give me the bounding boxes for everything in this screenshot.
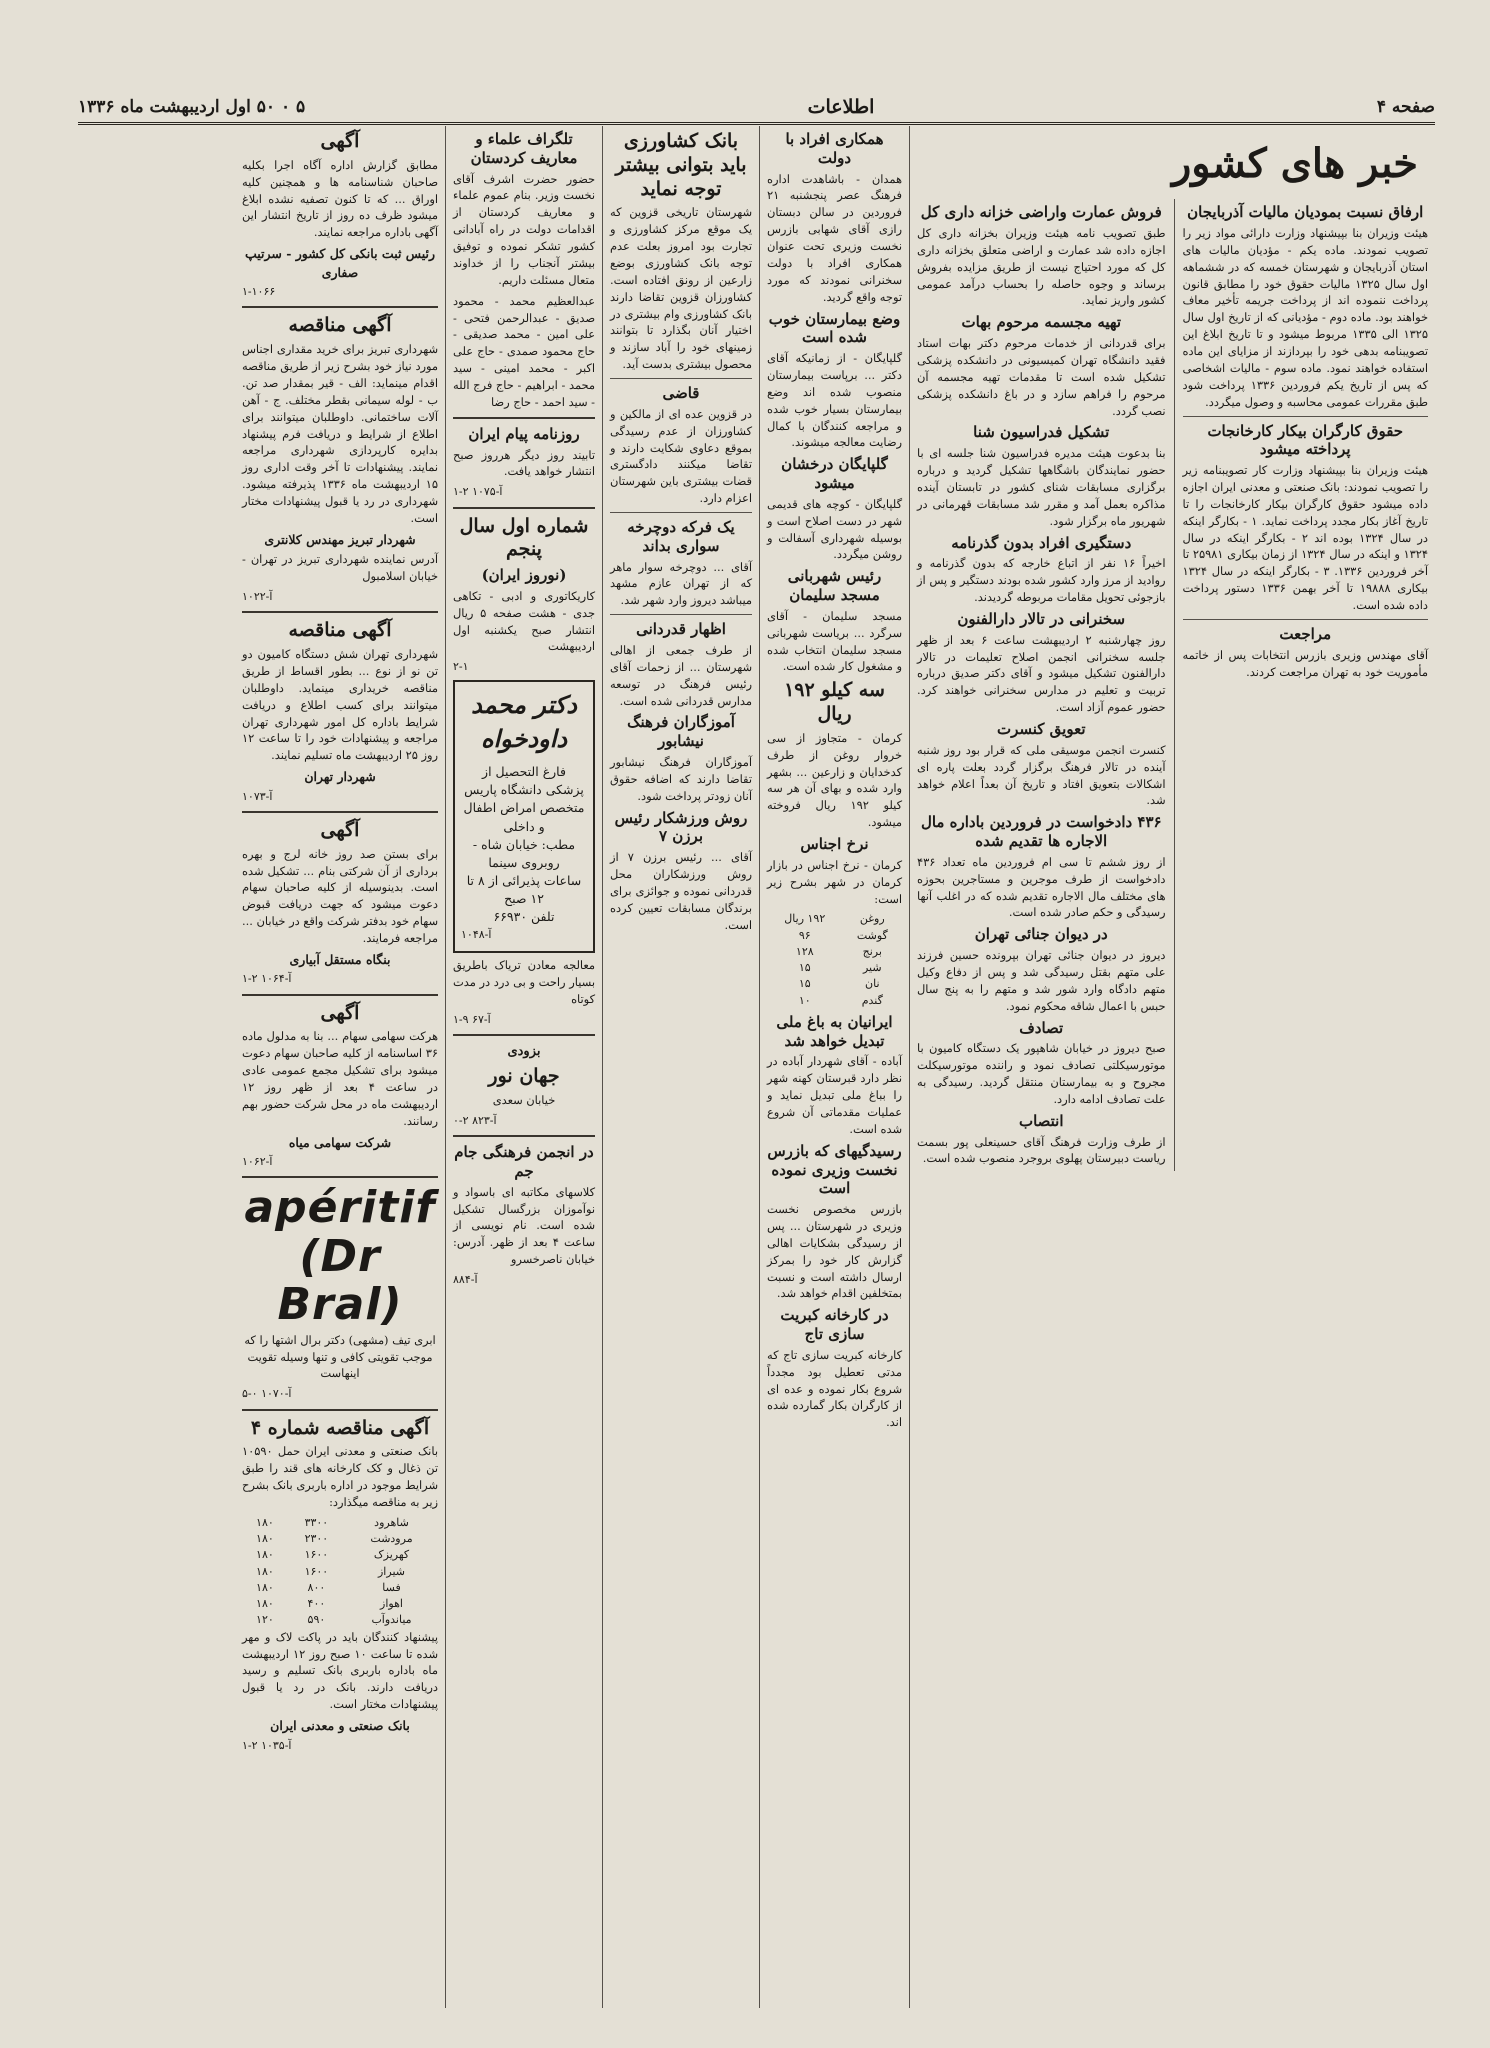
ad-head: آگهی <box>320 130 360 152</box>
ad-ref: آ-۸۸۴ <box>453 1273 478 1287</box>
tender-tons: ۲۳۰۰ <box>304 1532 329 1546</box>
article-head: قاضی <box>662 384 700 402</box>
article-head: ۴۳۶ دادخواست در فروردین باداره مال الاجاره ها تقدیم شده <box>920 813 1162 851</box>
ad-head: آگهی <box>320 818 360 841</box>
article-head: یک فرکه دوچرخه سواری بداند <box>627 518 735 555</box>
tender-row <box>242 1515 438 1531</box>
tender-place: فسا <box>382 1580 401 1594</box>
article-head: رئیس شهربانی مسجد سلیمان <box>787 567 882 604</box>
divider <box>453 1034 595 1036</box>
ad-ref: آ-۸۲۳ ۲-۰ <box>453 1113 497 1127</box>
price-row <box>767 944 902 960</box>
doctor-line: ساعات پذیرائی از ۸ تا ۱۲ صبح <box>466 872 582 906</box>
price-item-name: گندم <box>861 993 883 1007</box>
article-body: در قزوین عده ای از مالکین و کشاورزان از عدم رسیدگی بموقع دعاوی شکایت دارند و تقاضا میکنند دادگستری قضات بیشتری باین شهرستان اعزام دارد. <box>610 406 752 506</box>
article-body: حضور حضرت اشرف آقای نخست وزیر. بنام عموم علماء و معاریف کردستان از اقدامات دولت در راه آبادانی کشور تشکر نموده و توفیق بیشتر آنجناب را از خداوند متعال مسئلت داریم. <box>453 171 595 287</box>
divider <box>242 611 438 613</box>
doctor-line: فارغ التحصیل از پزشکی دانشگاه پاریس <box>464 764 584 798</box>
price-row <box>767 928 902 944</box>
news-inner-split <box>917 199 1428 1171</box>
divider <box>242 1409 438 1411</box>
article-body: کنسرت انجمن موسیقی ملی که قرار بود روز شنبه آینده در تالار فرهنگ برگزار گردد بعلت پاره ای اشکالات بتعویق افتاد و تاریخ آن بعداً اعلام خواهد شد. <box>917 742 1166 808</box>
ad-ref: ۲-۱ <box>453 660 469 674</box>
ad-body: خیابان سعدی <box>492 1093 556 1108</box>
section-title: خبر های کشور <box>1171 140 1418 187</box>
ad-head: بزودی <box>507 1044 541 1060</box>
divider <box>610 512 752 513</box>
tender-row <box>242 1612 438 1628</box>
news-subcolumn-left <box>917 199 1174 1171</box>
column-agriculture <box>602 126 759 2008</box>
price-row <box>767 976 902 992</box>
article-body: هیئت وزیران بنا بپیشنهاد وزارت دارائی مواد زیر را تصویب نمودند. ماده یکم - مؤدیان مالیات های استان آذربایجان و شهرستان خمسه که در ششماهه اول سال ۱۳۲۵ مالیات حقوق خود را مطابق قانون پرداخت ننموده اند از پرداخت جریمه تأخیر معاف خواهند بود. ماده دوم - مؤدیانی که از تاریخ اول سال ۱۳۲۵ الی ۱۳۳۵ مربوط میشود و تا تاریخ ابلاغ این تصویبنامه بدهی خود را بپردازند از مزایای این ماده استفاده خواهند نمود. ماده سوم - مالیات اشخاصی که پس از تاریخ یکم فروردین ۱۳۳۶ پرداخت شود طبق مقررات عمومی محاسبه و وصول میگردد. <box>1182 225 1429 409</box>
ad-body: بانک صنعتی و معدنی ایران حمل ۱۰۵۹۰ تن ذغال و کک کارخانه های قند را طبق شرایط موجود در اداره باربری بانک بشرح زیر به مناقصه میگذارد: <box>242 1444 438 1509</box>
divider <box>610 378 752 379</box>
ad-subhead: (نوروز ایران) <box>481 566 567 585</box>
ad-body: ابری تیف (مشهی) دکتر برال اشتها را که موجب تقویتی کافی و تنها وسیله تقویت اینهاست <box>244 1332 436 1381</box>
ad-ref: آ-۱۰۳۵ ۲-۱ <box>242 1738 292 1752</box>
price-row <box>767 911 902 927</box>
ad-signature: شهردار تبریز مهندس کلانتری <box>264 531 416 547</box>
ad-head: شماره اول سال پنجم <box>459 514 589 561</box>
article-body: مسجد سلیمان - آقای سرگرد ... بریاست شهربانی مسجد سلیمان انتخاب شده و مشغول کار شده است. <box>767 608 902 674</box>
price-item-value: ۱۵ <box>798 977 811 991</box>
article-body: روز چهارشنبه ۲ اردیبهشت ساعت ۶ بعد از ظهر جلسه سخنرانی انجمن اصلاح تعلیمات در تالار دارالفنون تشکیل میشود و آقای دکتر صدیق درباره تربیت و تعلیم در مدارس سخنرانی خواهند کرد. حضور عموم آزاد است. <box>917 632 1166 715</box>
tender-days: ۱۸۰ <box>256 1515 274 1529</box>
article-head: اظهار قدردانی <box>636 620 726 639</box>
ad-ref: آ-۶۷ ۹-۱ <box>453 1012 491 1026</box>
article-body: از طرف جمعی از اهالی شهرستان ... از زحمات آقای رئیس فرهنگ در توسعه مدارس قدردانی شده است. <box>610 642 752 708</box>
ad-body: پیشنهاد کنندگان باید در پاکت لاک و مهر شده تا ساعت ۱۰ صبح روز ۱۲ اردیبهشت ماه باداره باربری بانک تسلیم و رسید دریافت دارند. بانک در رد یا قبول پیشنهادات مختار است. <box>242 1629 438 1712</box>
ad-subhead: جهان نور <box>488 1065 560 1088</box>
tender-place: کهریزک <box>373 1548 410 1562</box>
article-body: آموزگاران فرهنگ نیشابور تقاضا دارند که اضافه حقوق آنان زودتر پرداخت شود. <box>610 754 752 803</box>
article-head: سه کیلو ۱۹۲ ریال <box>784 679 885 725</box>
article-head: در کارخانه کبریت سازی تاج <box>780 1306 889 1344</box>
price-item-name: شیر <box>862 961 882 975</box>
ad-body: هرکت سهامی سهام ... بنا به مدلول ماده ۳۶ اساسنامه از کلیه صاحبان سهام دعوت میشود برای تشکیل مجمع عمومی عادی در ساعت ۴ بعد از ظهر روز ۱۲ اردیبهشت ماه در محل شرکت حضور بهم رسانند. <box>242 1029 438 1128</box>
price-row <box>767 960 902 976</box>
article-body: آقای مهندس وزیری بازرس انتخابات پس از خاتمه مأموریت خود به تهران مراجعت کردند. <box>1182 647 1428 679</box>
ad-signature: رئیس ثبت بانکی کل کشور - سرتیپ صفاری <box>244 246 436 280</box>
article-body: دیروز در دیوان جنائی تهران بپرونده حسین فرزند علی متهم بقتل رسیدگی شد و پس از دفاع وکیل متهم دادگاه وارد شور شد و متهم را به پنج سال حبس با اعمال شاقه محکوم نمود. <box>917 948 1166 1013</box>
article-head: تلگراف علماء و معاریف کردستان <box>470 130 578 167</box>
signers-list: عبدالعظیم محمد - محمود صدیق - عبدالرحمن فتحی - علی امین - محمد صدیقی - حاج محمود صمدی - حاج علی اکبر - محمد امینی - سید محمد - ابراهیم - حاج فرج الله - سید احمد - حاج رضا <box>453 293 595 409</box>
article-head: ارفاق نسبت بمودیان مالیات آذربایجان <box>1187 203 1424 222</box>
page-label: صفحه ۴ <box>1376 97 1435 117</box>
ad-head: روزنامه پیام ایران <box>468 424 580 443</box>
divider <box>453 507 595 509</box>
article-body: هیئت وزیران بنا بپیشنهاد وزارت کار تصویبنامه زیر را تصویب نمودند: بانک صنعتی و معدنی ایران اجازه داده میشود حقوق کارگران بیکار کارخانجات را تا تاریخ آغاز بکار مجدد پرداخت نماید. ۱ - بکارگر اینکه در سال ۱۳۲۴ بوده اند ۲ - بکارگر اینکه در سال ۱۳۲۴ و اینکه در سال ۱۳۲۴ از زمان بیکاری ۲۵۹۸۱ تا آخر فروردین ۱۳۳۶. ۳ - بکارگر اینکه در سال ۱۳۲۴ بیکاری ۱۹۸۸۸ تا آخر بهمن ۱۳۳۶ دستور پرداخت داده شده است. <box>1182 463 1429 613</box>
article-body: اخیراً ۱۶ نفر از اتباع خارجه که بدون گذرنامه و روادید از مرز وارد کشور شده بودند دستگیر و پس از بازجوئی تحویل مقامات مربوطه گردیدند. <box>917 556 1166 605</box>
tender-tons: ۴۰۰ <box>307 1597 326 1611</box>
article-body: آقای ... رئیس برزن ۷ از روش ورزشکاران محل قدردانی نموده و جوائزی برای برندگان مسابقات تعیین کرده است. <box>610 850 752 932</box>
ad-body: تابیند روز دیگر هرروز صبح انتشار خواهد یافت. <box>453 447 595 479</box>
article-head: تهیه مجسمه مرحوم بهات <box>961 313 1122 332</box>
masthead <box>78 92 1435 125</box>
article-body: گلپایگان - از زمانیکه آقای دکتر ... برپاست بیمارستان منصوب شده اند وضع بیمارستان بسیار خوب شده و مراجعه کنندگان با کمال رضایت معالجه میشوند. <box>767 351 902 450</box>
tender-tons: ۱۶۰۰ <box>304 1548 329 1562</box>
tender-tons: ۸۰۰ <box>307 1580 326 1594</box>
ad-ref: آ-۱۰۷۳ <box>242 789 273 803</box>
tender-place: میاندوآب <box>371 1613 412 1627</box>
tender-days: ۱۲۰ <box>256 1613 274 1627</box>
article-head: تعویق کنسرت <box>996 720 1086 739</box>
article-body: از روز ششم تا سی ام فروردین ماه تعداد ۴۳۶ دادخواست از طرف موجرین و مستاجرین بحوزه های مختلف مال الاجاره تقدیم شده که در اغلب آنها رسیدگی و حکم صادر شده است. <box>917 854 1166 920</box>
ad-body: برای بستن صد روز خانه لرج و بهره برداری از آن شرکتی بنام ... تشکیل شده است. بدینوسیله از کلیه صاحبان سهام دعوت میشود که جهت دریافت قبوض سهام خود بدفتر شرکت واقع در خیابان ... مراجعه فرمایند. <box>242 846 438 946</box>
article-body: برای قدردانی از خدمات مرحوم دکتر بهات استاد فقید دانشگاه تهران کمیسیونی در دانشکده پزشکی تشکیل شده است تا مقدمات تهیه مجسمه آن مرحوم را فراهم سازد و در باغ دانشکده پزشکی نصب گردد. <box>917 336 1166 418</box>
ad-ref: آ-۱۰۴۸ <box>461 928 492 942</box>
tender-tons: ۱۶۰۰ <box>304 1564 329 1578</box>
ad-ref: آ-۱۰۷۰ ۰-۵ <box>242 1387 292 1401</box>
article-body: گلپایگان - کوچه های قدیمی شهر در دست اصلاح است و بوسیله شهرداری آسفالت و روشن میگردد. <box>767 496 902 562</box>
tender-days: ۱۸۰ <box>256 1597 274 1611</box>
price-item-name: نان <box>865 977 880 991</box>
article-body: شهرستان تاریخی قزوین که یک موقع مرکز کشاورزی و تجارت بود امروز بعلت عدم توجه بانک کشاورزی بوضع زارعین از رونق افتاده است. کشاورزان قزوین تقاضا دارند بانک کشاورزی وام بیشتری در اختیار آنان بگذارد تا بتوانند زمینهای خود را آباد سازند و محصول بیشتری بدست آید. <box>610 205 752 372</box>
tender-days: ۱۸۰ <box>256 1580 274 1594</box>
tender-place: شیراز <box>378 1564 405 1578</box>
article-head: حقوق کارگران بیکار کارخانجات پرداخته میشود <box>1207 421 1404 459</box>
article-body: آباده - آقای شهردار آباده در نظر دارد قبرستان کهنه شهر را بباغ ملی تبدیل نماید و عملیات مقدماتی آن شروع شده است. <box>767 1054 902 1136</box>
article-head: آموزگاران فرهنگ نیشابور <box>627 713 735 751</box>
price-item-name: گوشت <box>856 928 888 942</box>
ad-ref: آ-۱۰۲۲ <box>242 590 273 604</box>
column-provincial-news <box>759 126 909 2008</box>
tender-tons: ۵۹۰ <box>307 1613 326 1627</box>
column-telegram-ads <box>445 126 602 2008</box>
ad-body: شهرداری تبریز برای خرید مقداری اجناس مورد نیاز خود بشرح زیر از طریق مناقصه اقدام مینماید: الف - قیر بمقدار صد تن. ب - لوله سیمانی بقطر مختلف. ج - آهن آلات ساختمانی. داوطلبان میتوانند برای اطلاع از شرایط و دریافت فرم پیشنهاد بدایره کارپردازی شهرداری مراجعه نمایند. پیشنهادات تا آخر وقت اداری روز ۱۵ اردیبهشت ماه ۱۳۳۶ پذیرفته میشود. شهرداری در رد یا قبول پیشنهادات مختار است. <box>242 342 438 525</box>
ad-head: آگهی مناقصه شماره ۴ <box>250 1416 430 1439</box>
divider <box>242 306 438 308</box>
price-item-value: ۱۰ <box>798 993 811 1007</box>
article-head: سخنرانی در تالار دارالفنون <box>957 609 1126 628</box>
price-row <box>767 993 902 1009</box>
issue-date: ۵ ۰ ۵۰ اول اردیبهشت ماه ۱۳۳۶ <box>78 97 306 117</box>
columns <box>78 126 1435 2008</box>
news-subcolumn-right <box>1174 199 1429 1171</box>
article-body: صبح دیروز در خیابان شاهپور یک دستگاه کامیون با موتورسیکلتی تصادف نمود و راننده موتورسیکلت مجروح و به بیمارستان منتقل گردید. رسیدگی به علت تصادف ادامه دارد. <box>917 1041 1166 1106</box>
divider <box>242 1176 438 1178</box>
paper-name: اطلاعات <box>807 96 875 118</box>
price-item-value: ۹۶ <box>798 928 811 942</box>
ad-body: مطابق گزارش اداره آگاه اجرا بکلیه صاحبان شناسنامه ها و همچنین کلیه اوراق ... که تا کنون تصفیه نشده ابلاغ میشود ظرف ده روز از تاریخ انتشار این آگهی باداره مراجعه نمایند. <box>242 157 438 240</box>
article-body: طبق تصویب نامه هیئت وزیران بخزانه داری کل اجازه داده شد عمارت و اراضی متعلق بخزانه داری کل که مورد احتیاج نیست از طریق مزایده بفروش برساند و وجوه حاصله را بحساب درآمد عمومی کشور واریز نماید. <box>917 225 1166 308</box>
tender-days: ۱۸۰ <box>256 1548 274 1562</box>
article-body: کرمان - متجاوز از سی خروار روغن از طرف کدخدایان و زارعین ... بشهر وارد شده و بهای آن هر سه کیلو ۱۹۲ ریال فروخته میشود. <box>767 730 903 830</box>
article-head: رسیدگیهای که بازرس نخست وزیری نموده است <box>767 1141 902 1198</box>
ad-address: آدرس نماینده شهرداری تبریز در تهران - خیابان اسلامبول <box>242 552 438 584</box>
price-item-value: ۱۲۸ <box>795 944 814 958</box>
divider <box>610 614 752 615</box>
article-head: بانک کشاورزی باید بتوانی بیشتر توجه نماید <box>615 130 747 200</box>
tender-place: مرودشت <box>370 1532 413 1546</box>
ad-body: شهرداری تهران شش دستگاه کامیون دو تن نو از نوع ... بطور اقساط از طریق مناقصه خریداری مینماید. داوطلبان میتوانند برای کسب اطلاع و دریافت شرایط باداره کل امور شهرداری تهران مراجعه و پیشنهادات خود را تا ساعت ۱۲ روز ۲۵ اردیبهشت ماه تسلیم نمایند. <box>242 647 438 763</box>
tender-days: ۱۸۰ <box>256 1564 274 1578</box>
ad-head: در انجمن فرهنگی جام جم <box>454 1143 594 1180</box>
article-head: ایرانیان به باغ ملی تبدیل خواهد شد <box>776 1012 893 1050</box>
ad-ref: آ-۱۰۷۵ ۲-۱ <box>453 485 503 499</box>
tender-place: شاهرود <box>374 1515 409 1529</box>
price-item-value: ۱۹۲ ریال <box>784 912 826 926</box>
article-body: از طرف وزارت فرهنگ آقای حسینعلی پور بسمت ریاست دبیرستان پهلوی بروجرد منصوب شده است. <box>917 1134 1166 1166</box>
ad-head: آگهی مناقصه <box>288 314 392 337</box>
article-head: تصادف <box>1019 1018 1064 1037</box>
article-head: همکاری افراد با دولت <box>785 130 884 167</box>
price-item-value: ۱۵ <box>798 961 811 975</box>
tender-row <box>242 1564 438 1580</box>
ad-body: معالجه معادن تریاک باطریق بسیار راحت و بی درد در مدت کوتاه <box>453 958 595 1006</box>
article-head: تشکیل فدراسیون شنا <box>973 423 1110 442</box>
ad-ref: آ-۱۰۶۲ <box>242 1155 273 1169</box>
article-body: آقای ... دوچرخه سوار ماهر که از تهران عازم مشهد میباشد دیروز وارد شهر شد. <box>610 559 752 608</box>
column-national-news <box>909 126 1435 2008</box>
doctor-ad <box>453 680 595 954</box>
divider <box>242 994 438 996</box>
article-head: دستگیری افراد بدون گذرنامه <box>951 533 1132 552</box>
article-head: وضع بیمارستان خوب شده است <box>768 309 901 347</box>
tender-row <box>242 1596 438 1612</box>
article-head: انتصاب <box>1018 1111 1064 1130</box>
price-table <box>767 911 902 1009</box>
doctor-name: دکتر محمد داودخواه <box>471 689 577 754</box>
ad-ref: آ-۱۰۶۴ ۲-۱ <box>242 972 292 986</box>
ad-ref: ۱-۱۰۶۶ <box>242 285 276 299</box>
divider <box>453 417 595 419</box>
doctor-line: تلفن ۶۶۹۳۰ <box>493 909 555 925</box>
price-item-name: روغن <box>859 912 885 926</box>
doctor-line: متخصص امراض اطفال و داخلی <box>463 800 585 834</box>
doctor-line: مطب: خیابان شاه - روبروی سینما <box>472 836 576 870</box>
divider <box>453 1135 595 1137</box>
ad-head: آگهی مناقصه <box>288 619 392 642</box>
tender-table <box>242 1515 438 1629</box>
tender-row <box>242 1547 438 1563</box>
divider <box>1183 416 1429 417</box>
article-head: فروش عمارت واراضی خزانه داری کل <box>920 203 1162 222</box>
ad-signature: بانک صنعتی و معدنی ایران <box>270 1718 410 1733</box>
article-body: کارخانه کبریت سازی تاج که مدتی تعطیل بود مجدداً شروع بکار نموده و عده ای از کارگران بکار گمارده شده اند. <box>767 1347 902 1430</box>
article-head: مراجعت <box>1279 624 1332 643</box>
article-body: بازرس مخصوص نخست وزیری در شهرستان ... پس از رسیدگی بشکایات اهالی گزارش کار خود را بمرکز ارسال داشته است و نسبت بمتخلفین اقدام خواهد شد. <box>767 1202 902 1301</box>
article-body: کرمان - نرخ اجناس در بازار کرمان در شهر بشرح زیر است: <box>767 857 902 906</box>
ad-head: آگهی <box>320 1001 360 1024</box>
ad-body: کلاسهای مکاتبه ای باسواد و نوآموزان بزرگسال تشکیل شده است. نام نویسی از ساعت ۴ بعد از ظهر. آدرس: خیابان ناصرخسرو <box>453 1184 595 1267</box>
aperitif-brand: apéritif (Dr Bral) <box>244 1182 436 1331</box>
tender-days: ۱۸۰ <box>256 1532 274 1546</box>
ad-signature: شرکت سهامی میاه <box>288 1134 392 1150</box>
price-item-name: برنج <box>862 944 882 958</box>
tender-row <box>242 1531 438 1547</box>
article-head: نرخ اجناس <box>800 835 869 853</box>
divider <box>1183 619 1429 620</box>
article-head: گلپایگان درخشان میشود <box>781 455 888 492</box>
article-body: همدان - باشاهدت اداره فرهنگ عصر پنجشنبه ۲۱ فروردین در سالن دبستان رازی آقای شهابی بازرس نخست وزیری تحت عنوان همکاری افراد با دولت سخنرانی نمودند که مورد توجه واقع گردید. <box>767 171 902 304</box>
divider <box>242 811 438 813</box>
tender-row <box>242 1580 438 1596</box>
ad-signature: شهردار تهران <box>304 769 376 785</box>
tender-tons: ۳۳۰۰ <box>304 1515 329 1529</box>
ad-body: کاریکاتوری و ادبی - تکاهی جدی - هشت صفحه ۵ ریال انتشار صبح یکشنبه اول اردیبهشت <box>453 588 595 654</box>
article-head: در دیوان جنائی تهران <box>974 925 1108 944</box>
column-tenders <box>235 126 445 2008</box>
ad-signature: بنگاه مستقل آبیاری <box>289 951 391 967</box>
article-head: روش ورزشکار رئیس برزن ۷ <box>614 808 748 846</box>
tender-place: اهواز <box>380 1597 403 1611</box>
article-body: بنا بدعوت هیئت مدیره فدراسیون شنا جلسه ای با حضور نمایندگان باشگاهها تشکیل گردید و درباره برگزاری مسابقات شنای کشور در تابستان آینده مذاکره بعمل آمد و مقرر شد مسابقات قهرمانی در شهریور ماه برگزار شود. <box>917 446 1166 528</box>
